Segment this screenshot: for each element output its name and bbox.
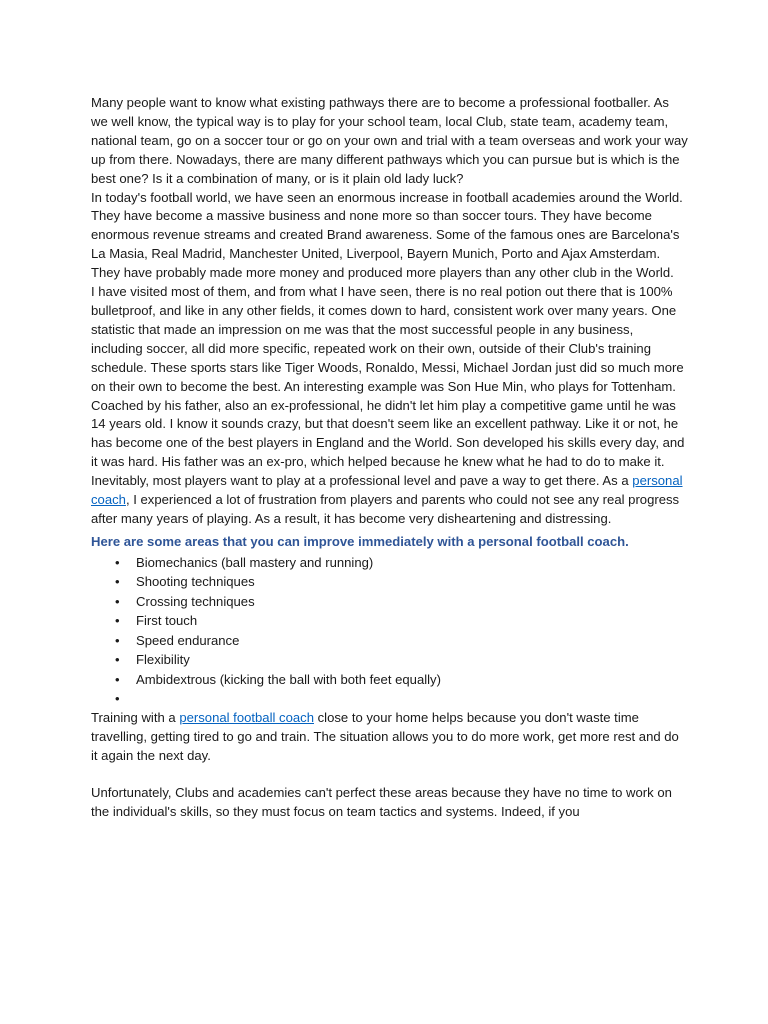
list-item-text: Crossing techniques [136,593,255,609]
list-item [115,689,688,709]
list-item [115,553,688,573]
paragraph-spacer [91,765,688,784]
bullet-icon: • [115,652,120,668]
list-item-text: Shooting techniques [136,574,255,590]
training-text-before: Training with a [91,709,180,725]
bullet-icon: • [115,691,120,707]
list-item [115,650,688,670]
list-item-text: Biomechanics (ball mastery and running) [136,554,374,570]
paragraph-inevitably [91,472,688,529]
list-item-text: Speed endurance [136,632,240,648]
training-text-after: close to your home helps because you don't waste time travelling, getting tired to go and train. The situation allows you to do more work, get more rest and do it again the next day. [91,709,679,763]
bullet-icon: • [115,613,120,629]
inevitably-text-after: , I experienced a lot of frustration from players and parents who could not see any real progress after many years of playing. As a result, it has become very disheartening and distressing. [91,492,680,526]
bullet-icon: • [115,632,120,648]
bullet-icon: • [115,554,120,570]
list-item-text: First touch [136,613,198,629]
bullet-icon: • [115,671,120,687]
paragraph-training [91,709,688,766]
areas-heading: Here are some areas that you can improve immediately with a personal football coach. [91,533,629,549]
list-item-text: Ambidextrous (kicking the ball with both feet equally) [136,671,441,687]
bullet-icon: • [115,593,120,609]
personal-football-coach-link[interactable]: personal football coach [179,709,314,725]
inevitably-text-before: Inevitably, most players want to play at a professional level and pave a way to get there. As a [91,473,633,489]
list-item [115,611,688,631]
list-item-text: Flexibility [136,652,190,668]
list-item [115,592,688,612]
paragraph-visited: I have visited most of them, and from what I have seen, there is no real potion out there that is 100% bulletproof, and like in any other fields, it comes down to hard, consistent work over many years. One statistic that made an impression on me was that the most successful people in any business, including soccer, all did more specific, repeated work on their own, outside of their Club's training schedule. These sports stars like Tiger Woods, Ronaldo, Messi, Michael Jordan just did so much more on their own to become the best. An interesting example was Son Hue Min, who plays for Tottenham. Coached by his father, also an ex-professional, he didn't let him play a competitive game until he was 14 years old. I know it sounds crazy, but that doesn't seem like an excellent pathway. Like it or not, he has become one of the best players in England and the World. Son developed his skills every day, and it was hard. His father was an ex-pro, which helped because he knew what he had to do to make it. [91,284,685,470]
list-item [115,572,688,592]
paragraph-unfortunately: Unfortunately, Clubs and academies can't perfect these areas because they have no time to work on the individual's skills, so they must focus on team tactics and systems. Indeed, if you [91,785,672,820]
list-item [115,670,688,690]
paragraph-academies: In today's football world, we have seen an enormous increase in football academies around the World. They have become a massive business and none more so than soccer tours. They have become enormous revenue streams and created Brand awareness. Some of the famous ones are Barcelona's La Masia, Real Madrid, Manchester United, Liverpool, Bayern Munich, Porto and Ajax Amsterdam. They have probably made more money and produced more players than any other club in the World. [91,189,683,281]
bullet-icon: • [115,574,120,590]
paragraph-pathways: Many people want to know what existing pathways there are to become a professional footballer. As we well know, the typical way is to play for your school team, local Club, state team, academy team, national team, go on a soccer tour or go on your own and trial with a team overseas and work your way up from there. Nowadays, there are many different pathways which you can pursue but is which is the best one? Is it a combination of many, or is it plain old lady luck? [91,95,688,186]
list-item [115,631,688,651]
personal-coach-link[interactable]: personal coach [91,473,683,508]
improvement-list [91,553,688,709]
